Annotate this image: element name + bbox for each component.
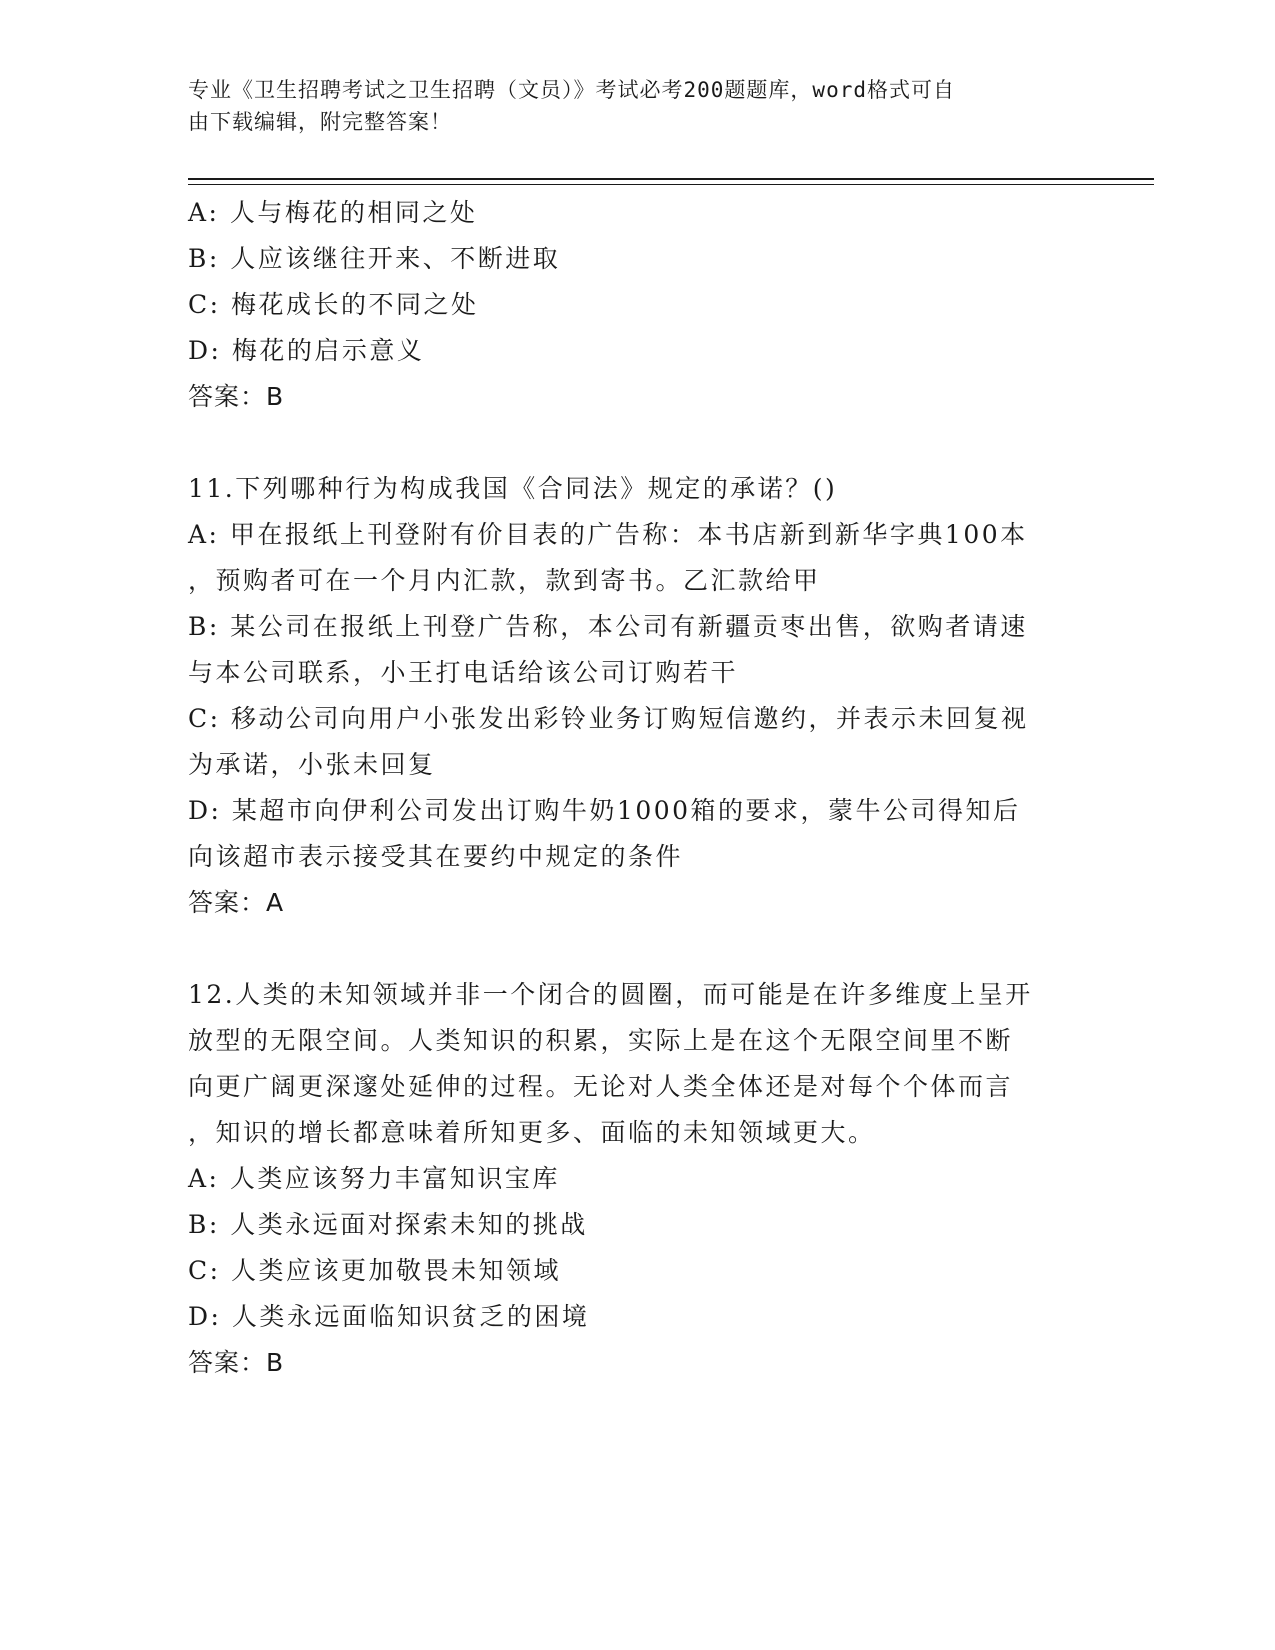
answer-line: 答案：B — [188, 1348, 285, 1377]
question-stem: 11.下列哪种行为构成我国《合同法》规定的承诺？() — [188, 474, 838, 503]
option-b: B: 某公司在报纸上刊登广告称，本公司有新疆贡枣出售，欲购者请速 — [188, 612, 1028, 641]
header-divider-thin — [188, 184, 1154, 185]
option-c: C: 人类应该更加敬畏未知领域 — [188, 1256, 561, 1285]
option-a: A: 人与梅花的相同之处 — [188, 198, 478, 227]
option-c-continued: 为承诺，小张未回复 — [188, 750, 436, 779]
spacer — [188, 926, 1088, 972]
option-d-continued: 向该超市表示接受其在要约中规定的条件 — [188, 842, 684, 871]
option-a: A: 甲在报纸上刊登附有价目表的广告称：本书店新到新华字典100本 — [188, 520, 1028, 549]
header-line-1: 专业《卫生招聘考试之卫生招聘（文员）》考试必考200题题库，word格式可自 — [188, 78, 955, 102]
answer-line: 答案：B — [188, 382, 285, 411]
header-line-2: 由下载编辑，附完整答案！ — [188, 110, 452, 134]
option-d: D: 人类永远面临知识贫乏的困境 — [188, 1302, 590, 1331]
option-c: C: 梅花成长的不同之处 — [188, 290, 479, 319]
option-b: B: 人应该继往开来、不断进取 — [188, 244, 561, 273]
spacer — [188, 420, 1088, 466]
option-b-continued: 与本公司联系，小王打电话给该公司订购若干 — [188, 658, 739, 687]
question-11 — [188, 466, 1088, 926]
question-content — [188, 190, 1088, 1386]
option-a: A: 人类应该努力丰富知识宝库 — [188, 1164, 560, 1193]
document-header — [188, 74, 1068, 138]
answer-line: 答案：A — [188, 888, 285, 917]
question-stem-line-1: 12.人类的未知领域并非一个闭合的圆圈，而可能是在许多维度上呈开 — [188, 980, 1033, 1009]
option-d: D: 某超市向伊利公司发出订购牛奶1000箱的要求，蒙牛公司得知后 — [188, 796, 1021, 825]
option-d: D: 梅花的启示意义 — [188, 336, 425, 365]
question-stem-line-4: ，知识的增长都意味着所知更多、面临的未知领域更大。 — [188, 1118, 876, 1147]
header-divider-thick — [188, 178, 1154, 180]
question-12 — [188, 972, 1088, 1386]
question-10-options — [188, 190, 1088, 420]
question-stem-line-3: 向更广阔更深邃处延伸的过程。无论对人类全体还是对每个个体而言 — [188, 1072, 1014, 1101]
question-stem-line-2: 放型的无限空间。人类知识的积累，实际上是在这个无限空间里不断 — [188, 1026, 1014, 1055]
option-a-continued: ，预购者可在一个月内汇款，款到寄书。乙汇款给甲 — [188, 566, 821, 595]
option-c: C: 移动公司向用户小张发出彩铃业务订购短信邀约，并表示未回复视 — [188, 704, 1029, 733]
option-b: B: 人类永远面对探索未知的挑战 — [188, 1210, 588, 1239]
